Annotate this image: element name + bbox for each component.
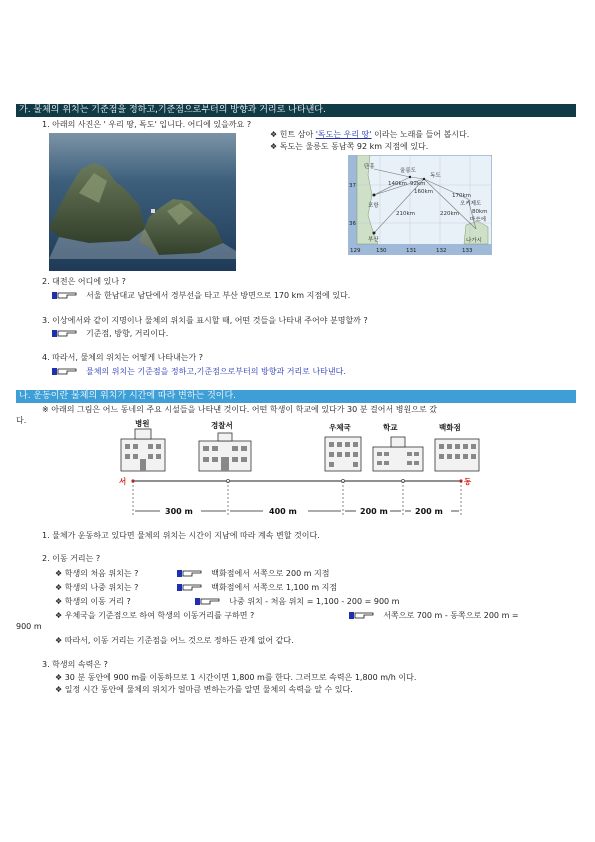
label-post-office: 우체국	[329, 423, 351, 432]
pointing-hand-icon	[349, 611, 379, 620]
segment-post-school: 200 m	[360, 507, 388, 516]
east-label: 동	[464, 477, 472, 486]
section-header-motion: 나. 운동이란 물체의 위치가 시간에 따라 변하는 것이다.	[16, 390, 576, 403]
map-dist-210: 210km	[396, 211, 416, 217]
row-start-question: 학생의 처음 위치는 ?	[64, 569, 139, 578]
speed-line-2-text: 일정 시간 동안에 물체의 위치가 얼마큼 변하는가를 알면 물체의 속력을 알 수 있다.	[64, 685, 353, 694]
s2-question-2: 2. 이동 거리는 ?	[42, 554, 101, 563]
bullet-icon: ❖	[55, 597, 63, 606]
s2-question-1: 1. 물체가 운동하고 있다면 물체의 위치는 시간이 지남에 따라 계속 변할 것이다.	[42, 531, 320, 540]
question-1: 1. 아래의 사진은 ' 우리 땅, 독도' 입니다. 어디에 있을까요 ?	[42, 120, 252, 129]
school-building	[373, 437, 423, 471]
row-start-position	[55, 568, 330, 579]
speed-line-1	[55, 672, 416, 683]
row-distance	[55, 596, 399, 607]
hint-text-post: 이라는 노래를 들어 봅시다.	[371, 130, 470, 139]
answer-4	[52, 366, 346, 377]
question-4: 4. 따라서, 물체의 위치는 어떻게 나타내는가 ?	[42, 353, 204, 362]
bullet-icon: ❖	[55, 611, 63, 620]
question-3: 3. 이상에서와 같이 지명이나 물체의 위치를 표시할 때, 어떤 것들을 나타내 주어야 분명할까 ?	[42, 316, 368, 325]
pointing-hand-icon	[52, 329, 82, 338]
row-conclusion	[55, 635, 294, 646]
bullet-icon: ❖	[270, 130, 278, 139]
label-school: 학교	[383, 423, 398, 432]
department-store-building	[435, 439, 479, 471]
dokdo-fact-text: 독도는 울릉도 동남쪽 92 km 지점에 있다.	[279, 142, 429, 151]
bullet-icon: ❖	[55, 673, 63, 682]
s2-question-3: 3. 학생의 속력은 ?	[42, 660, 108, 669]
row-post-office-ref	[55, 610, 519, 621]
row-start-answer: 백화점에서 서쪽으로 200 m 지점	[211, 569, 330, 578]
street-illustration	[113, 417, 485, 527]
label-police: 경찰서	[211, 421, 233, 430]
bullet-icon: ❖	[55, 636, 63, 645]
hint-text-pre: 힌트 삼아	[279, 130, 316, 139]
answer-4-text: 물체의 위치는 기준점을 정하고,기준점으로부터의 방향과 거리로 나타낸다.	[86, 367, 346, 376]
row-end-position	[55, 582, 337, 593]
bullet-icon: ❖	[55, 685, 63, 694]
bullet-icon: ❖	[55, 583, 63, 592]
section-header-position: 가. 물체의 위치는 기준점을 정하고,기준점으로부터의 방향과 거리로 나타낸다.	[16, 104, 576, 117]
map-dist-160: 160km	[414, 189, 434, 195]
row-conclusion-text: 따라서, 이동 거리는 기준점을 어느 것으로 정하든 관계 없어 같다.	[64, 636, 294, 645]
pointing-hand-icon	[177, 583, 207, 592]
post-office-building	[325, 437, 361, 471]
row-post-answer: 서쪽으로 700 m - 동쪽으로 200 m =	[383, 611, 519, 620]
pointing-hand-icon	[52, 291, 82, 300]
map-dist-92: 92km	[410, 181, 426, 187]
row-post-answer-tail: 900 m	[16, 622, 42, 631]
row-post-question: 우체국을 기준점으로 하여 학생의 이동거리를 구하면 ?	[64, 611, 255, 620]
segment-school-store: 200 m	[415, 507, 443, 516]
map-label-busan: 부산	[368, 237, 379, 243]
map-label-ulleungdo: 울릉도	[400, 168, 416, 174]
pointing-hand-icon	[52, 367, 82, 376]
map-dist-80: 80km	[472, 209, 488, 215]
answer-2	[52, 290, 350, 301]
row-end-answer: 백화점에서 서쪽으로 1,100 m 지점	[211, 583, 338, 592]
map-label-oki: 오키제도	[460, 201, 482, 207]
intro-text-tail: 다.	[16, 416, 27, 425]
map-lat-37: 37	[349, 183, 356, 189]
answer-3	[52, 328, 168, 339]
map-label-donghae: 단흥	[364, 164, 375, 170]
map-dist-140: 140km	[388, 181, 408, 187]
answer-2-text: 서울 한남대교 남단에서 경부선을 타고 부산 방면으로 170 km 지점에 있다.	[86, 291, 351, 300]
police-building	[199, 433, 251, 471]
hint-line	[270, 129, 469, 140]
map-lon-133: 133	[462, 248, 473, 254]
pointing-hand-icon	[195, 597, 225, 606]
hospital-building	[121, 429, 165, 471]
map-label-pohang: 포항	[368, 203, 379, 209]
row-distance-question: 학생의 이동 거리 ?	[64, 597, 131, 606]
map-lon-129: 129	[350, 248, 361, 254]
map-label-nagasaki: 나가시	[466, 238, 482, 244]
map-lon-131: 131	[406, 248, 417, 254]
map-dist-220: 220km	[440, 211, 460, 217]
pointing-hand-icon	[177, 569, 207, 578]
map-lat-36: 36	[349, 221, 356, 227]
map-lon-130: 130	[376, 248, 387, 254]
map-dist-170: 170km	[452, 193, 472, 199]
row-distance-answer: 나중 위치 - 처음 위치 = 1,100 - 200 = 900 m	[229, 597, 400, 606]
label-hospital: 병원	[135, 419, 150, 428]
segment-police-post: 400 m	[269, 507, 297, 516]
bullet-icon: ❖	[270, 142, 278, 151]
speed-line-2	[55, 684, 353, 695]
map-lon-132: 132	[436, 248, 447, 254]
dokdo-photo	[49, 133, 236, 271]
answer-3-text: 기준점, 방향, 거리이다.	[86, 329, 169, 338]
map-label-matsue: 마쓰에	[470, 217, 486, 223]
dokdo-map	[348, 155, 492, 255]
label-department-store: 백화점	[439, 423, 461, 432]
question-2: 2. 대전은 어디에 있나 ?	[42, 277, 126, 286]
speed-line-1-text: 30 분 동안에 900 m를 이동하므로 1 시간이면 1,800 m를 한다. 그러므로 속력은 1,800 m/h 이다.	[64, 673, 417, 682]
dokdo-fact	[270, 141, 428, 152]
map-label-dokdo: 독도	[430, 173, 441, 179]
row-end-question: 학생의 나중 위치는 ?	[64, 583, 139, 592]
song-title-link[interactable]: '독도는 우리 땅'	[315, 130, 372, 139]
west-label: 서	[119, 477, 127, 486]
segment-hospital-police: 300 m	[165, 507, 193, 516]
bullet-icon: ❖	[55, 569, 63, 578]
intro-text: ※ 아래의 그림은 어느 동네의 주요 시설들을 나타낸 것이다. 어떤 학생이 학교에 있다가 30 분 걸어서 병원으로 갔	[42, 405, 437, 414]
